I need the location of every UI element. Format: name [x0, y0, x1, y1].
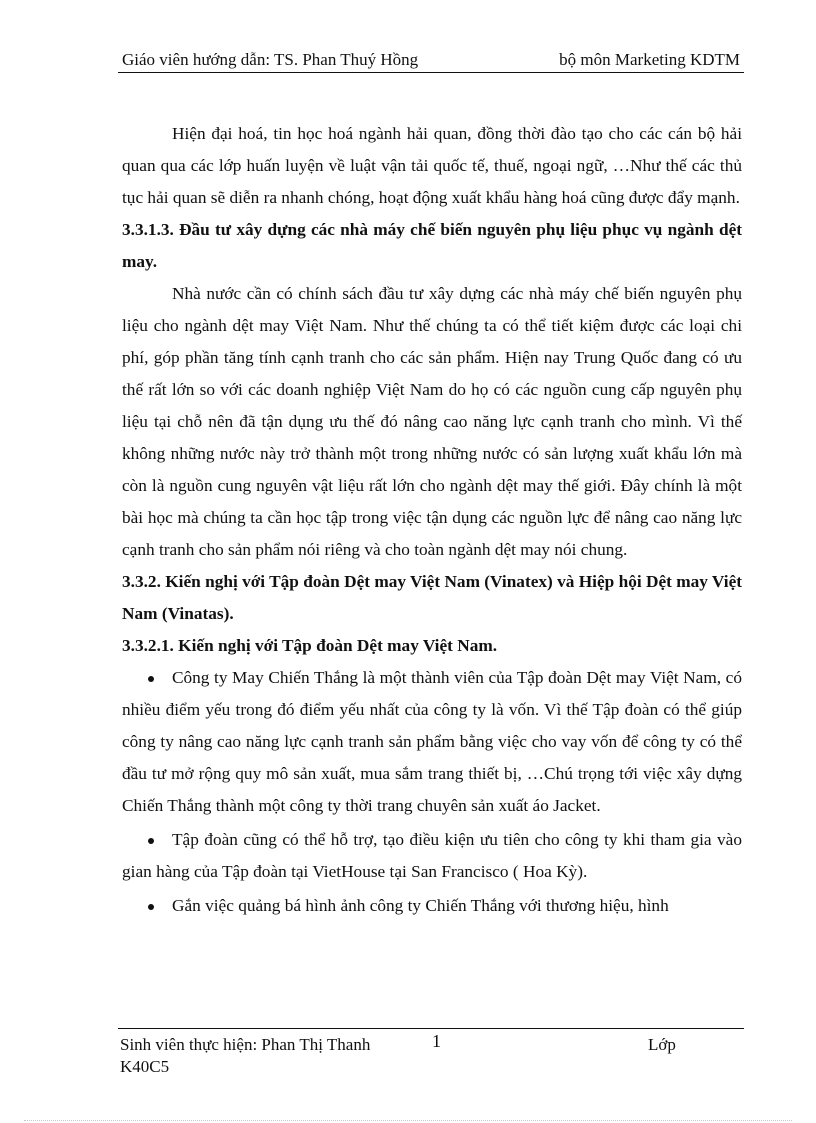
page-header [122, 50, 742, 70]
heading-3-3-1-3: 3.3.1.3. Đầu tư xây dựng các nhà máy chế biến nguyên phụ liệu phục vụ ngành dệt may. [122, 220, 742, 271]
page-number: 1 [432, 1031, 441, 1051]
paragraph-materials-plants: Nhà nước cần có chính sách đầu tư xây dựng các nhà máy chế biến nguyên phụ liệu cho ngành dệt may Việt Nam. Như thế chúng ta có thể tiết kiệm được các loại chi phí, góp phần tăng tính cạnh tranh cho các sản phẩm. Hiện nay Trung Quốc đang có ưu thế rất lớn so với các doanh nghiệp Việt Nam do họ có các nguồn cung cấp nguyên phụ liệu tại chỗ nên đã tận dụng ưu thế đó nâng cao năng lực cạnh tranh cho mình. Vì thế không những nước này trở thành một trong những nước có sản lượng xuất khẩu lớn mà còn là nguồn cung nguyên vật liệu rất lớn cho ngành dệt may thế giới. Đây chính là một bài học mà chúng ta cần học tập trong việc tận dụng các nguồn lực để nâng cao năng lực cạnh tranh cho sản phẩm nói riêng và cho toàn ngành dệt may nói chung. [122, 284, 742, 559]
bullet-item [122, 890, 742, 922]
header-advisor: Giáo viên hướng dẫn: TS. Phan Thuý Hồng [122, 50, 419, 69]
header-department: bộ môn Marketing KDTM [559, 50, 740, 69]
footer-student: Sinh viên thực hiện: Phan Thị Thanh K40C5 [120, 1035, 371, 1076]
footer-divider [118, 1028, 744, 1029]
page-edge-dotted-line [24, 1120, 792, 1121]
body-content [122, 118, 742, 922]
header-divider [118, 72, 744, 73]
heading-3-3-2: 3.3.2. Kiến nghị với Tập đoàn Dệt may Việt Nam (Vinatex) và Hiệp hội Dệt may Việt Nam (Vinatas). [122, 572, 742, 623]
bullet-icon [148, 904, 154, 910]
heading-3-3-2-1: 3.3.2.1. Kiến nghị với Tập đoàn Dệt may Việt Nam. [122, 636, 498, 655]
bullet-icon [148, 676, 154, 682]
bullet-text: Công ty May Chiến Thắng là một thành viên của Tập đoàn Dệt may Việt Nam, có nhiều điểm yếu trong đó điểm yếu nhất của công ty là vốn. Vì thế Tập đoàn có thể giúp công ty nâng cao năng lực cạnh tranh sản phẩm bằng việc cho vay vốn để công ty có thể đầu tư mở rộng quy mô sản xuất, mua sắm trang thiết bị, …Chú trọng tới việc xây dựng Chiến Thắng thành một công ty thời trang chuyên sản xuất áo Jacket. [122, 668, 742, 815]
bullet-text: Tập đoàn cũng có thể hỗ trợ, tạo điều kiện ưu tiên cho công ty khi tham gia vào gian hàng của Tập đoàn tại VietHouse tại San Francisco ( Hoa Kỳ). [122, 830, 742, 881]
bullet-icon [148, 838, 154, 844]
bullet-item [122, 824, 742, 888]
paragraph-customs: Hiện đại hoá, tin học hoá ngành hải quan, đồng thời đào tạo cho các cán bộ hải quan qua các lớp huấn luyện về luật vận tải quốc tế, thuế, ngoại ngữ, …Như thế các thủ tục hải quan sẽ diễn ra nhanh chóng, hoạt động xuất khẩu hàng hoá cũng được đẩy mạnh. [122, 124, 742, 207]
bullet-text: Gắn việc quảng bá hình ảnh công ty Chiến Thắng với thương hiệu, hình [172, 896, 669, 915]
bullet-item [122, 662, 742, 822]
footer-class: Lớp [648, 1035, 676, 1054]
